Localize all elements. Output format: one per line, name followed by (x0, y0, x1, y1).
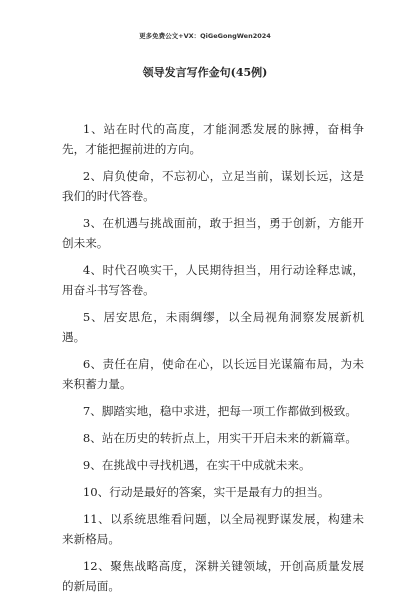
paragraph-11: 11、以系统思维看问题，以全局视野谋发展，构建未来新格局。 (62, 512, 364, 546)
paragraph-9: 9、在挑战中寻找机遇，在实干中成就未来。 (82, 458, 311, 472)
document-body (62, 119, 364, 603)
paragraph-7: 7、脚踏实地，稳中求进，把每一项工作都做到极致。 (82, 404, 357, 418)
paragraph-10: 10、行动是最好的答案，实干是最有力的担当。 (82, 485, 330, 499)
paragraph-6: 6、责任在肩，使命在心，以长远目光谋篇布局，为未来积蓄力量。 (62, 357, 364, 391)
paragraph-3: 3、在机遇与挑战面前，敢于担当，勇于创新，方能开创未来。 (62, 216, 364, 250)
paragraph-8: 8、站在历史的转折点上，用实干开启未来的新篇章。 (82, 431, 357, 445)
document-title: 领导发言写作金句(45例) (142, 66, 268, 79)
paragraph-5: 5、居安思危，未雨绸缪，以全局视角洞察发展新机遇。 (62, 310, 364, 344)
paragraph-12: 12、聚焦战略高度，深耕关键领域，开创高质量发展的新局面。 (62, 559, 364, 593)
paragraph-1: 1、站在时代的高度，才能洞悉发展的脉搏，奋楫争先，才能把握前进的方向。 (62, 122, 364, 156)
page-header-note: 更多免费公文+VX：QiGeGongWen2024 (139, 32, 271, 40)
paragraph-2: 2、肩负使命，不忘初心，立足当前，谋划长远，这是我们的时代答卷。 (62, 169, 364, 203)
paragraph-4: 4、时代召唤实干，人民期待担当，用行动诠释忠诚，用奋斗书写答卷。 (62, 263, 364, 297)
